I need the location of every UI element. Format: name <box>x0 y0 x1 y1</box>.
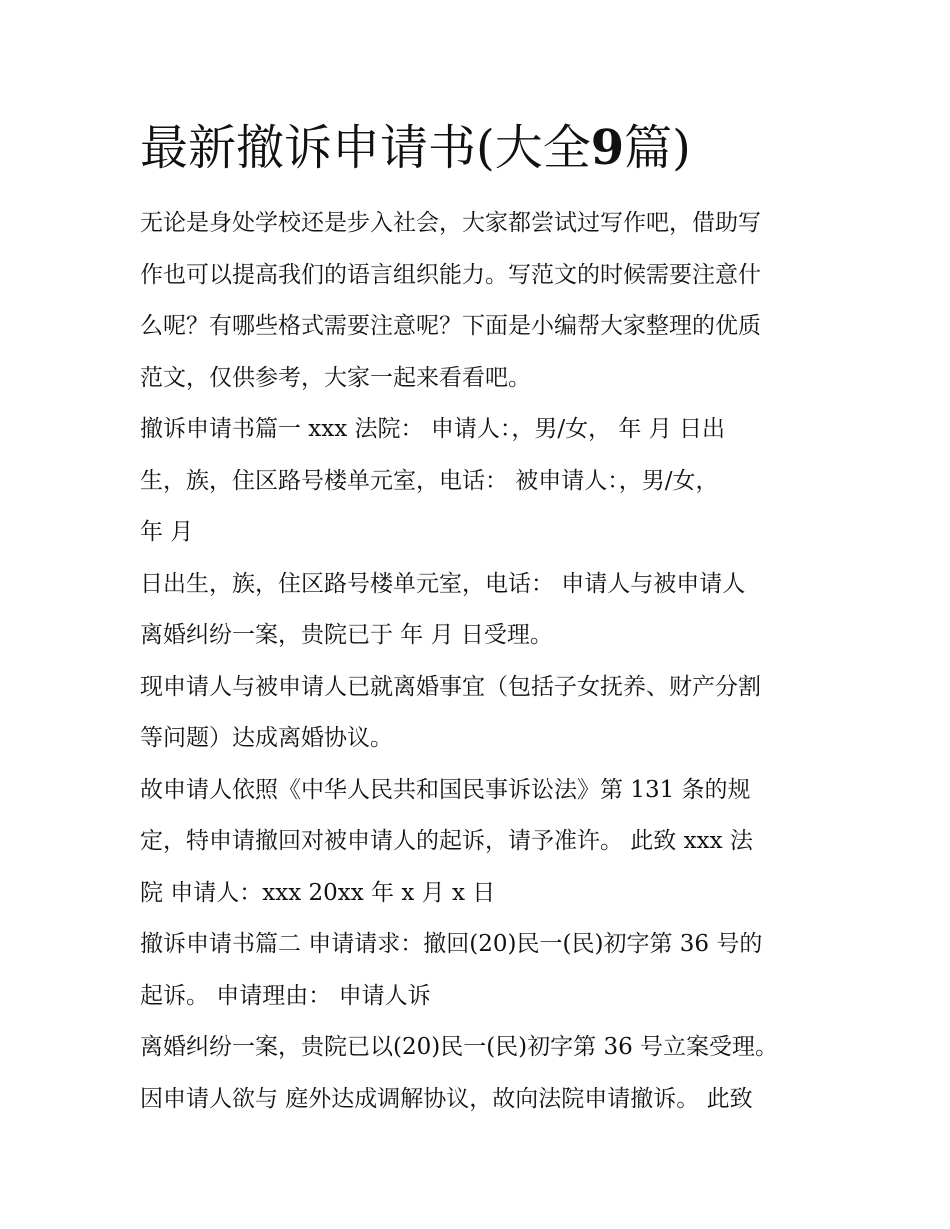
document-title <box>140 112 691 184</box>
text-line: 年 月 <box>140 519 194 545</box>
text-line: 么呢？有哪些格式需要注意呢？下面是小编帮大家整理的优质 <box>140 313 761 339</box>
title-number: 9 <box>590 120 625 176</box>
text-line: 日出生，族，住区路号楼单元室，电话： 申请人与被申请人 <box>140 570 746 597</box>
text-line: 范文，仅供参考，大家一起来看看吧。 <box>140 364 531 391</box>
text-line: 故申请人依照《中华人民共和国民事诉讼法》第 131 条的规 <box>140 776 751 803</box>
text-line: 撤诉申请书篇二 申请请求：撤回(20)民一(民)初字第 36 号的 <box>140 931 763 957</box>
document-body <box>140 198 820 1125</box>
title-main: 最新撤诉申请书(大全 <box>140 120 591 176</box>
title-tail: 篇) <box>624 120 691 176</box>
text-line: 作也可以提高我们的语言组织能力。写范文的时候需要注意什 <box>140 261 761 288</box>
text-line: 现申请人与被申请人已就离婚事宜（包括子女抚养、财产分割 <box>140 673 761 700</box>
text-line: 无论是身处学校还是步入社会，大家都尝试过写作吧，借助写 <box>140 210 761 236</box>
text-line: 离婚纠纷一案，贵院已以(20)民一(民)初字第 36 号立案受理。 <box>140 1034 779 1060</box>
text-line: 离婚纠纷一案，贵院已于 年 月 日受理。 <box>140 622 553 648</box>
text-line: 定，特申请撤回对被申请人的起诉，请予准许。 此致 xxx 法 <box>140 828 753 854</box>
text-line: 撤诉申请书篇一 xxx 法院： 申请人：，男/女， 年 月 日出 <box>140 416 726 442</box>
text-line: 院 申请人：xxx 20xx 年 x 月 x 日 <box>140 879 496 906</box>
text-line: 因申请人欲与 庭外达成调解协议，故向法院申请撤诉。 此致 <box>140 1085 753 1112</box>
text-line: 起诉。 申请理由： 申请人诉 <box>140 982 431 1009</box>
text-line: 生，族，住区路号楼单元室，电话： 被申请人：，男/女， <box>140 467 719 494</box>
text-line: 等问题）达成离婚协议。 <box>140 725 393 751</box>
